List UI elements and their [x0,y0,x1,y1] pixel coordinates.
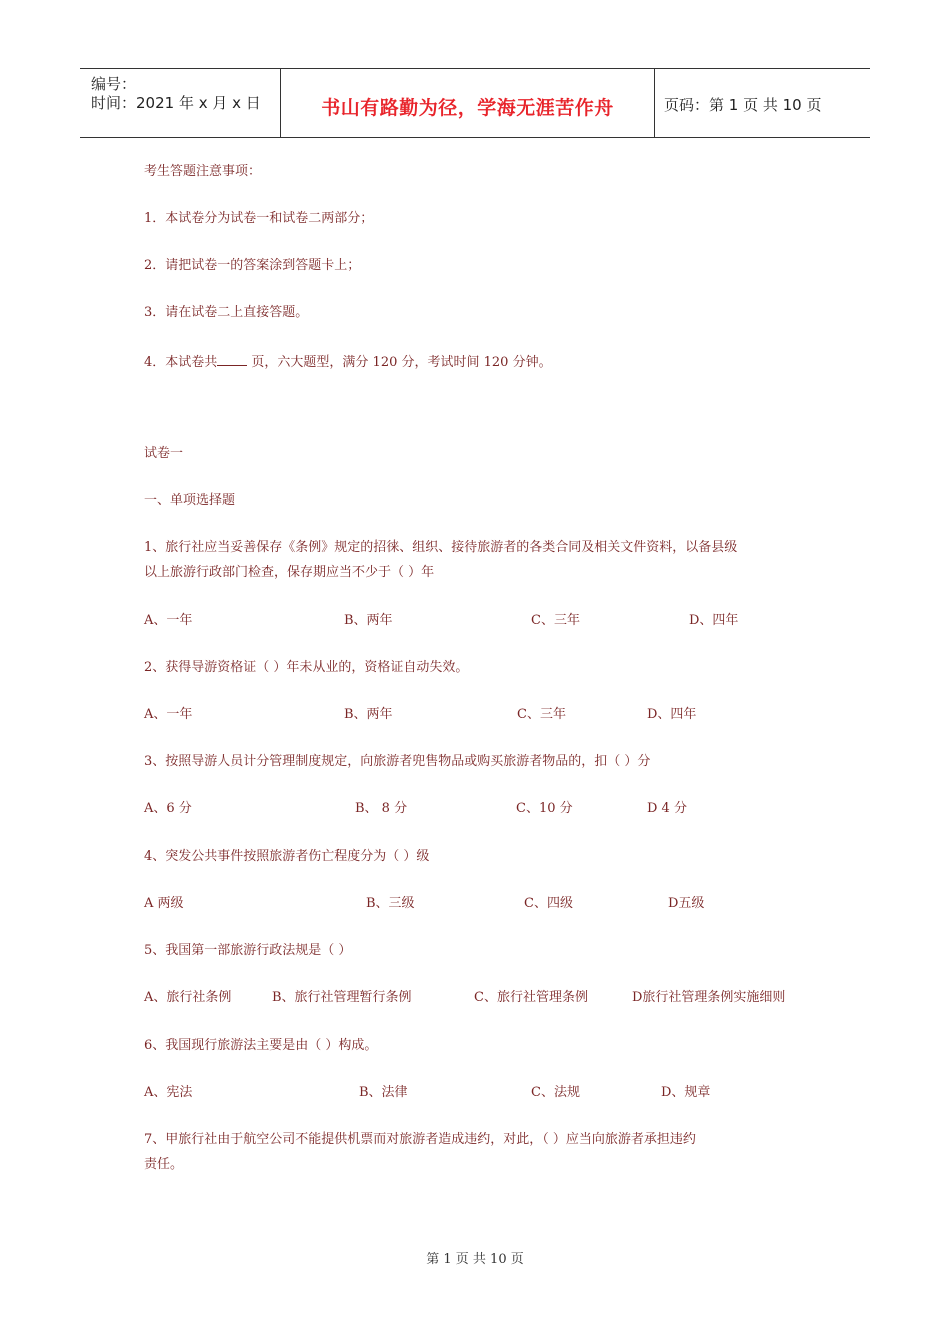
q2-option-b: B、两年 [344,707,393,722]
section-title: 一、单项选择题 [144,493,236,508]
paper-title: 试卷一 [144,446,184,461]
motto: 书山有路勤为径，学海无涯苦作舟 [321,97,614,119]
notice-title: 考生答题注意事项： [144,164,262,179]
question-4: 4、突发公共事件按照旅游者伤亡程度分为（ ）级 [144,849,430,864]
q4-option-b: B、三级 [366,896,415,911]
question-2: 2、获得导游资格证（ ）年未从业的，资格证自动失效。 [144,660,469,675]
question-7-line-1: 7、甲旅行社由于航空公司不能提供机票而对旅游者造成违约，对此，（ ）应当向旅游者承担违约 [144,1132,696,1147]
page-header [80,68,870,138]
header-page-cell [654,69,870,137]
notice-item-4-prefix: 4．本试卷共 [144,355,218,370]
serial-number-label: 编号： [91,75,137,93]
q5-option-d: D旅行社管理条例实施细则 [632,990,786,1005]
q4-option-d: D五级 [668,896,705,911]
question-5: 5、我国第一部旅游行政法规是（ ） [144,943,352,958]
header-motto-cell [280,69,655,137]
question-3: 3、按照导游人员计分管理制度规定，向旅游者兜售物品或购买旅游者物品的，扣（ ）分 [144,754,651,769]
q1-option-c: C、三年 [531,613,580,628]
q1-option-b: B、两年 [344,613,393,628]
q1-option-a: A、一年 [144,613,193,628]
q4-option-a: A 两级 [144,896,184,911]
q5-option-c: C、旅行社管理条例 [474,990,588,1005]
q6-option-c: C、法规 [531,1085,580,1100]
notice-item-3: 3．请在试卷二上直接答题。 [144,305,309,320]
page-footer: 第 1 页 共 10 页 [426,1252,524,1267]
q3-option-c: C、10 分 [516,801,573,816]
notice-item-4 [144,353,552,371]
q4-option-c: C、四级 [524,896,573,911]
q6-option-d: D、规章 [661,1085,711,1100]
q2-option-c: C、三年 [517,707,566,722]
question-1-line-2: 以上旅游行政部门检查，保存期应当不少于（ ）年 [144,565,435,580]
date-label: 时间：2021 年 x 月 x 日 [91,94,261,112]
notice-item-4-suffix: 页，六大题型，满分 120 分，考试时间 120 分钟。 [247,355,552,370]
header-meta [80,69,280,137]
question-7-line-2: 责任。 [144,1157,184,1172]
q5-option-a: A、旅行社条例 [144,990,232,1005]
header-page-info: 页码：第 1 页 共 10 页 [664,96,822,114]
q3-option-a: A、6 分 [144,801,192,816]
notice-item-1: 1．本试卷分为试卷一和试卷二两部分； [144,211,374,226]
q6-option-a: A、宪法 [144,1085,193,1100]
q2-option-d: D、四年 [647,707,697,722]
q2-option-a: A、一年 [144,707,193,722]
q3-option-d: D 4 分 [647,801,687,816]
page-count-blank [217,353,247,366]
q6-option-b: B、法律 [359,1085,408,1100]
q5-option-b: B、旅行社管理暂行条例 [272,990,412,1005]
notice-item-2: 2．请把试卷一的答案涂到答题卡上； [144,258,361,273]
question-1-line-1: 1、旅行社应当妥善保存《条例》规定的招徕、组织、接待旅游者的各类合同及相关文件资料，以备县级 [144,540,738,555]
question-6: 6、我国现行旅游法主要是由（ ）构成。 [144,1038,378,1053]
q1-option-d: D、四年 [689,613,739,628]
q3-option-b: B、 8 分 [355,801,408,816]
